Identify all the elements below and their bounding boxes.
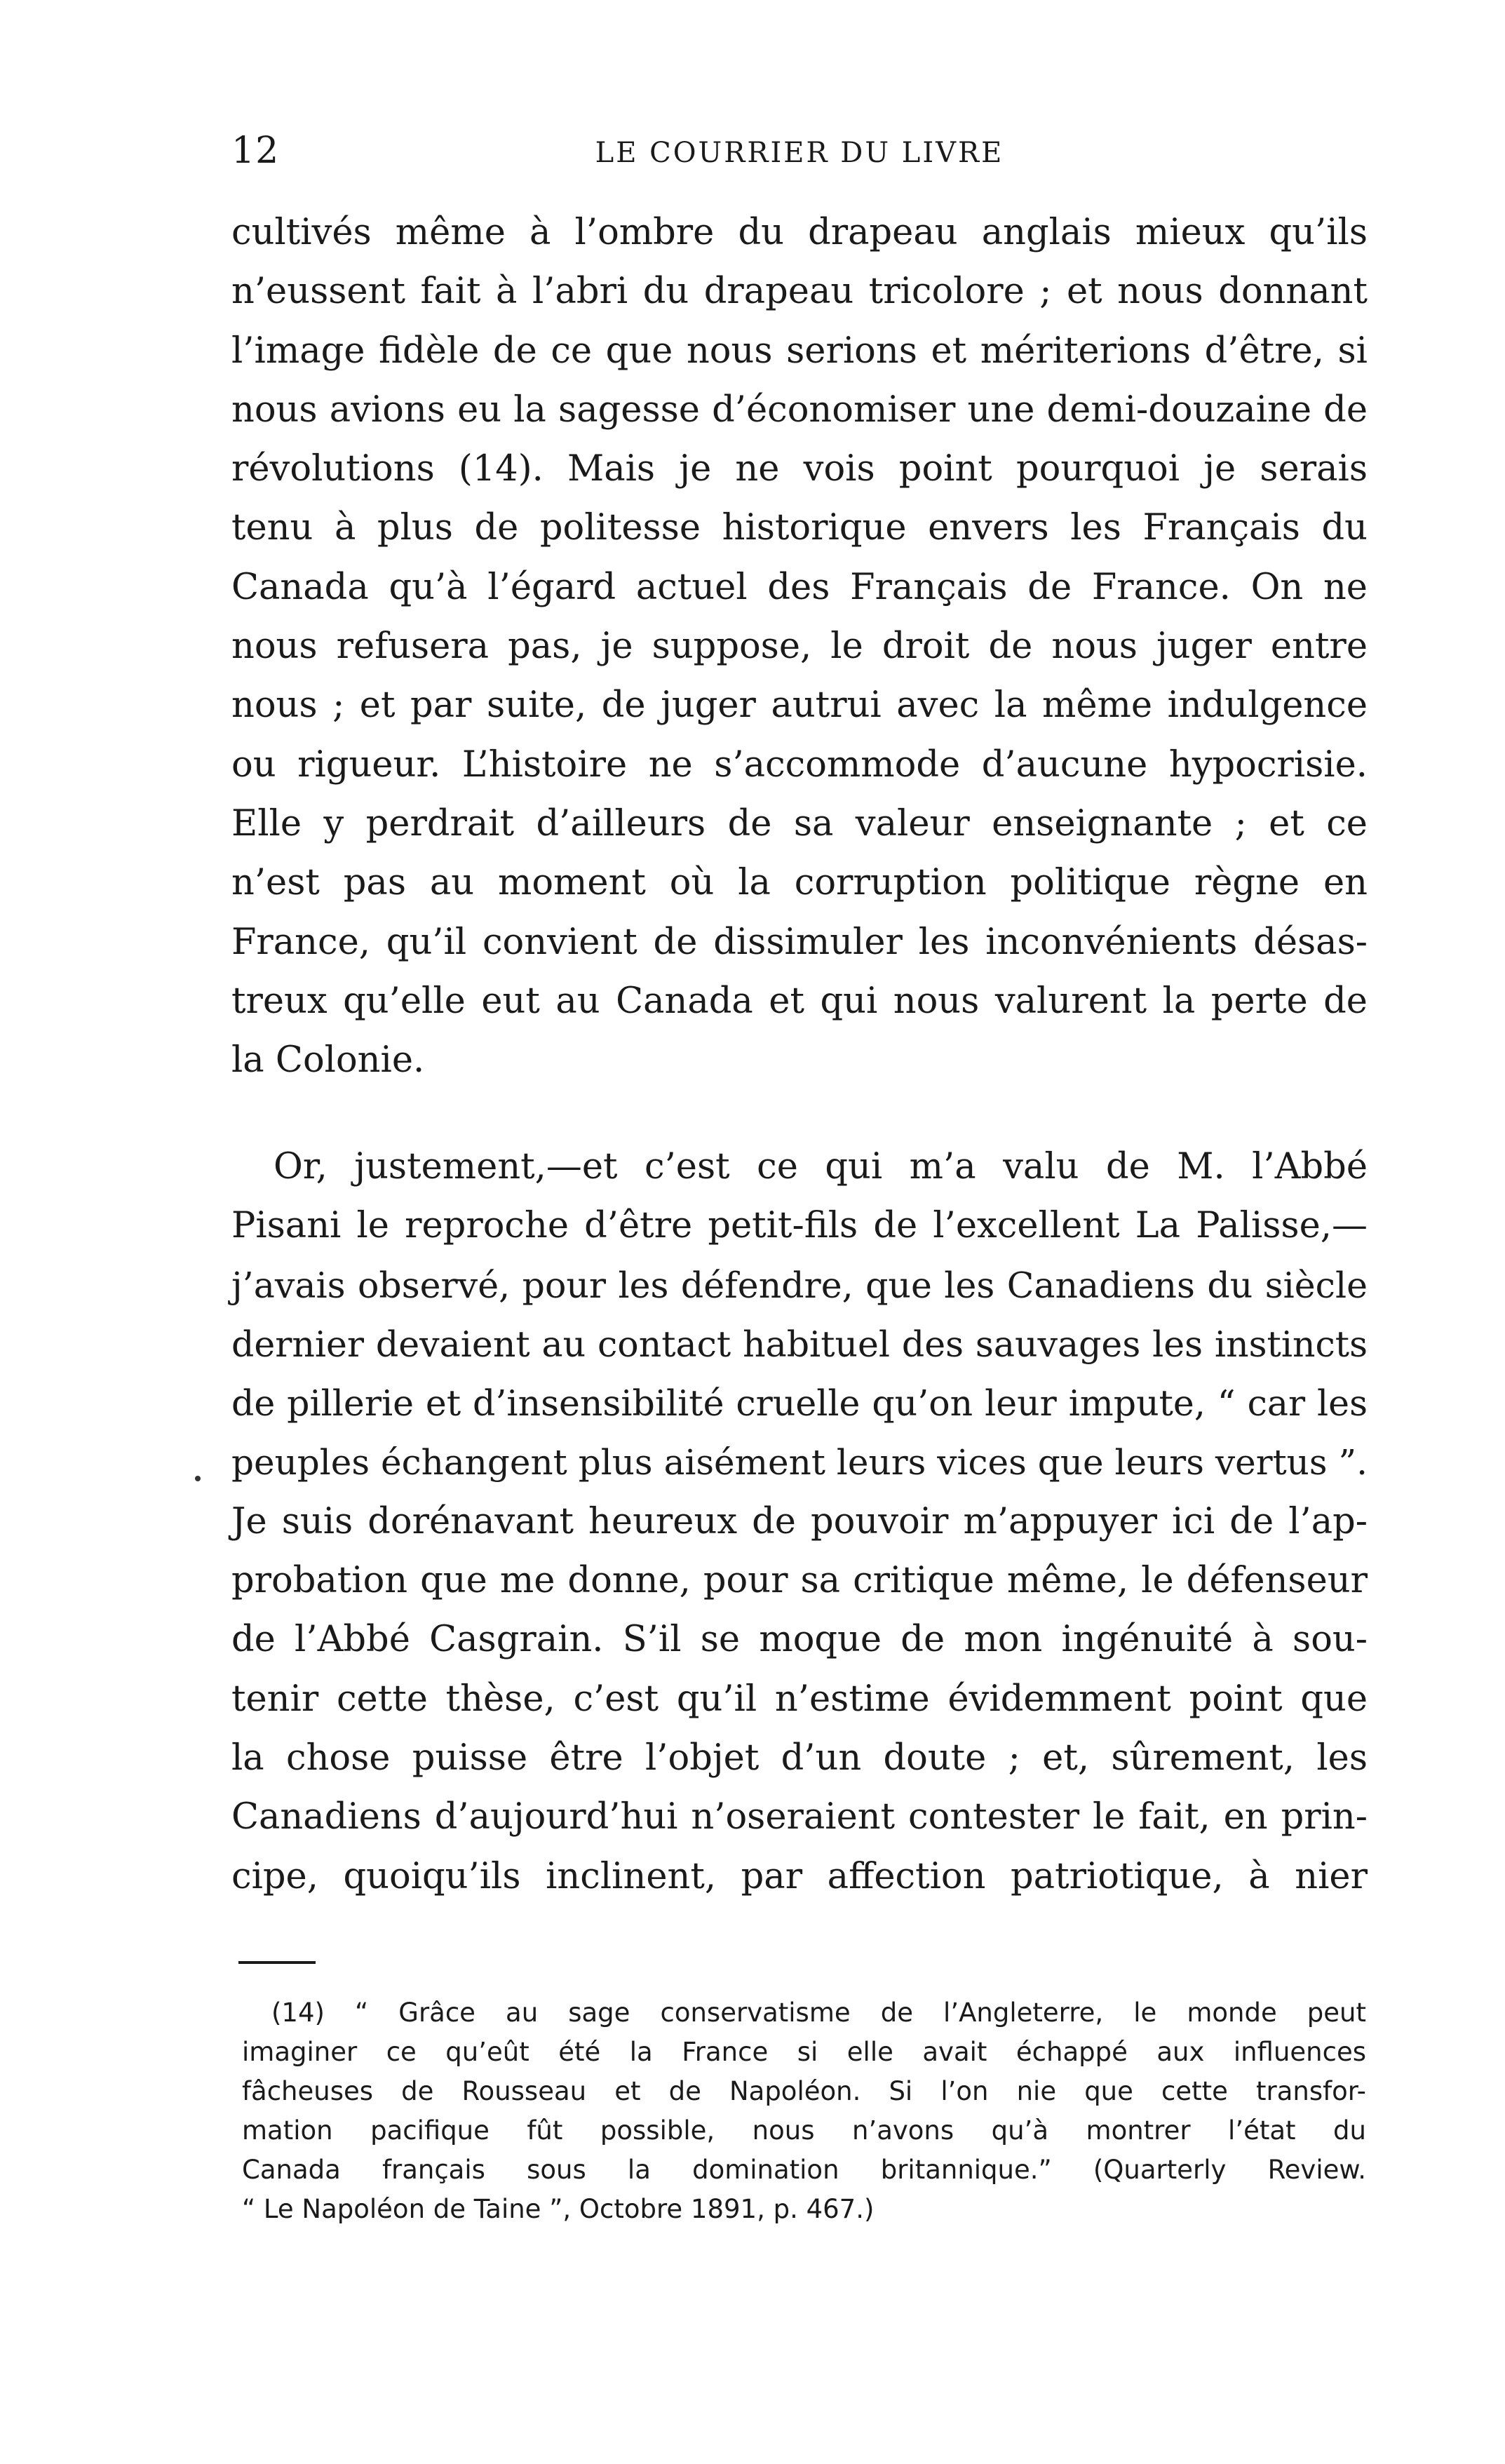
text-line: révolutions (14). Mais je ne vois point pourquoi je serais [231,448,1368,490]
footnote-rule [238,1961,316,1964]
text-line: nous ; et par suite, de juger autrui avec la même indulgence [231,685,1368,727]
text-line: cultivés même à l’ombre du drapeau anglais mieux qu’ils [231,212,1368,253]
footnote-line: fâcheuses de Rousseau et de Napoléon. Si l’on nie que cette transfor- [242,2076,1366,2106]
footnote-line: (14) “ Grâce au sage conservatisme de l’Angleterre, le monde peut [271,1998,1366,2028]
paragraph-1 [231,203,1368,1090]
text-line: de l’Abbé Casgrain. S’il se moque de mon ingénuité à sou- [231,1619,1368,1661]
text-line: la chose puisse être l’objet d’un doute ; et, sûrement, les [231,1737,1368,1779]
page-header [231,130,1368,179]
text-line: ou rigueur. L’histoire ne s’accommode d’aucune hypocrisie. [231,743,1368,786]
text-line: nous avions eu la sagesse d’économiser une demi-douzaine de [231,389,1368,431]
footnote-line: imaginer ce qu’eût été la France si elle avait échappé aux influences [242,2037,1366,2067]
text-line: dernier devaient au contact habituel des sauvages les instincts [231,1323,1368,1365]
text-line: France, qu’il convient de dissimuler les inconvénients désas- [231,921,1368,963]
text-line: j’avais observé, pour les défendre, que les Canadiens du siècle [231,1264,1368,1306]
text-line: la Colonie. [231,1039,425,1082]
text-line: Canadiens d’aujourd’hui n’oseraient contester le fait, en prin- [231,1796,1368,1838]
text-line: Canada qu’à l’égard actuel des Français de France. On ne [231,566,1368,608]
text-line: n’est pas au moment où la corruption politique règne en [231,862,1368,904]
text-line: Je suis dorénavant heureux de pouvoir m’appuyer ici de l’ap- [231,1500,1368,1542]
text-line: probation que me donne, pour sa critique même, le défenseur [231,1560,1368,1602]
footnote-line: “ Le Napoléon de Taine ”, Octobre 1891, p. 467.) [242,2194,875,2224]
text-line: de pillerie et d’insensibilité cruelle qu’on leur impute, “ car les [231,1382,1368,1425]
text-line: nous refusera pas, je suppose, le droit de nous juger entre [231,626,1368,668]
text-line: tenu à plus de politesse historique envers les Français du [231,507,1368,549]
text-line: n’eussent fait à l’abri du drapeau tricolore ; et nous donnant [231,271,1368,313]
text-line: Elle y perdrait d’ailleurs de sa valeur enseignante ; et ce [231,802,1368,844]
footnote-line: Canada français sous la domination britannique.” (Quarterly Review. [242,2155,1366,2185]
footnote-line: mation pacifique fût possible, nous n’avons qu’à montrer l’état du [242,2115,1366,2146]
text-line: l’image fidèle de ce que nous serions et mériterions d’être, si [231,330,1368,372]
text-line: tenir cette thèse, c’est qu’il n’estime évidemment point que [231,1678,1368,1720]
text-line: treux qu’elle eut au Canada et qui nous valurent la perte de [231,980,1368,1022]
paragraph-2 [231,1138,1368,1906]
margin-speck [195,1476,201,1481]
text-line: peuples échangent plus aisément leurs vices que leurs vertus ”. [231,1442,1368,1483]
running-title: LE COURRIER DU LIVRE [595,137,1004,169]
text-line: cipe, quoiqu’ils inclinent, par affection patriotique, à nier [231,1855,1368,1897]
text-line: Pisani le reproche d’être petit-fils de l’excellent La Palisse,— [231,1205,1368,1247]
page-number: 12 [231,130,280,172]
footnote-14 [242,1993,1366,2229]
text-line: Or, justement,—et c’est ce qui m’a valu de M. l’Abbé [274,1146,1368,1187]
